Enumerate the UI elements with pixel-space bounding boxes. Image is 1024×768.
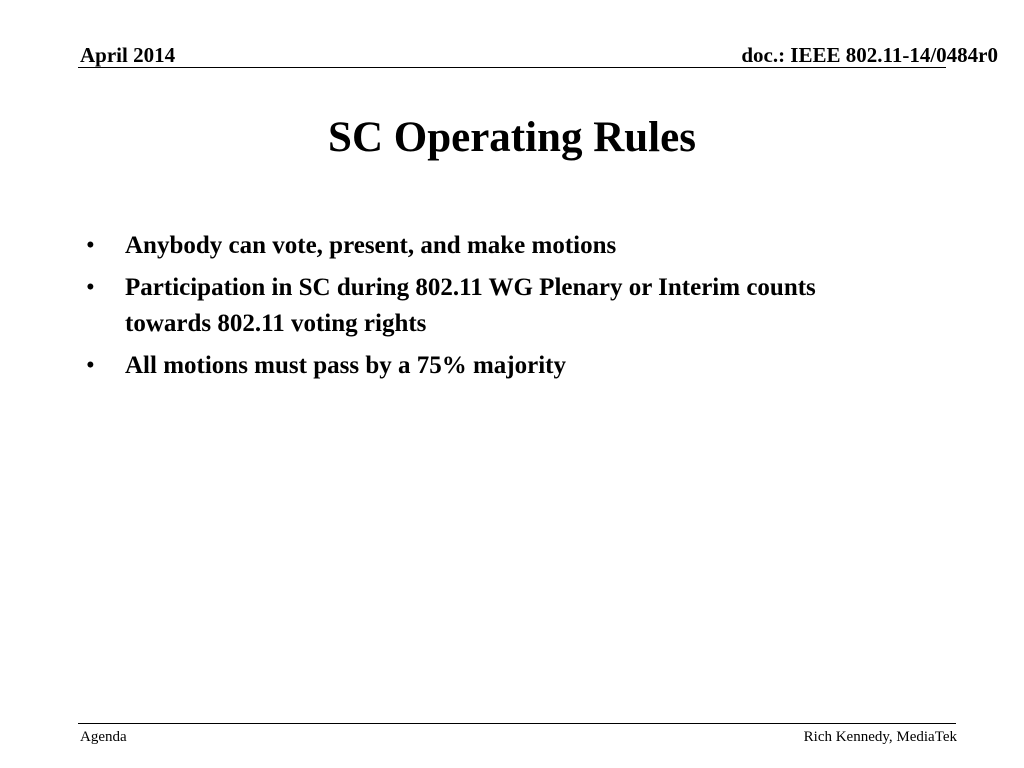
header-doc-id: doc.: IEEE 802.11-14/0484r0 (741, 43, 998, 67)
bullet-text: All motions must pass by a 75% majority (125, 352, 566, 379)
bullet-item (86, 270, 886, 342)
bullet-icon: • (86, 232, 95, 259)
bullet-text: Participation in SC during 802.11 WG Plenary or Interim counts towards 802.11 voting rights (125, 274, 816, 337)
header-divider (78, 67, 946, 68)
bullet-item (86, 348, 886, 384)
footer-author: Rich Kennedy, MediaTek (803, 729, 957, 745)
footer-divider (78, 723, 956, 724)
bullet-list (86, 228, 886, 390)
bullet-icon: • (86, 274, 95, 301)
bullet-item (86, 228, 886, 264)
header-date: April 2014 (80, 43, 176, 67)
bullet-text: Anybody can vote, present, and make motions (125, 232, 617, 259)
footer-section-label: Agenda (80, 729, 127, 745)
slide-title: SC Operating Rules (328, 114, 696, 161)
bullet-icon: • (86, 352, 95, 379)
